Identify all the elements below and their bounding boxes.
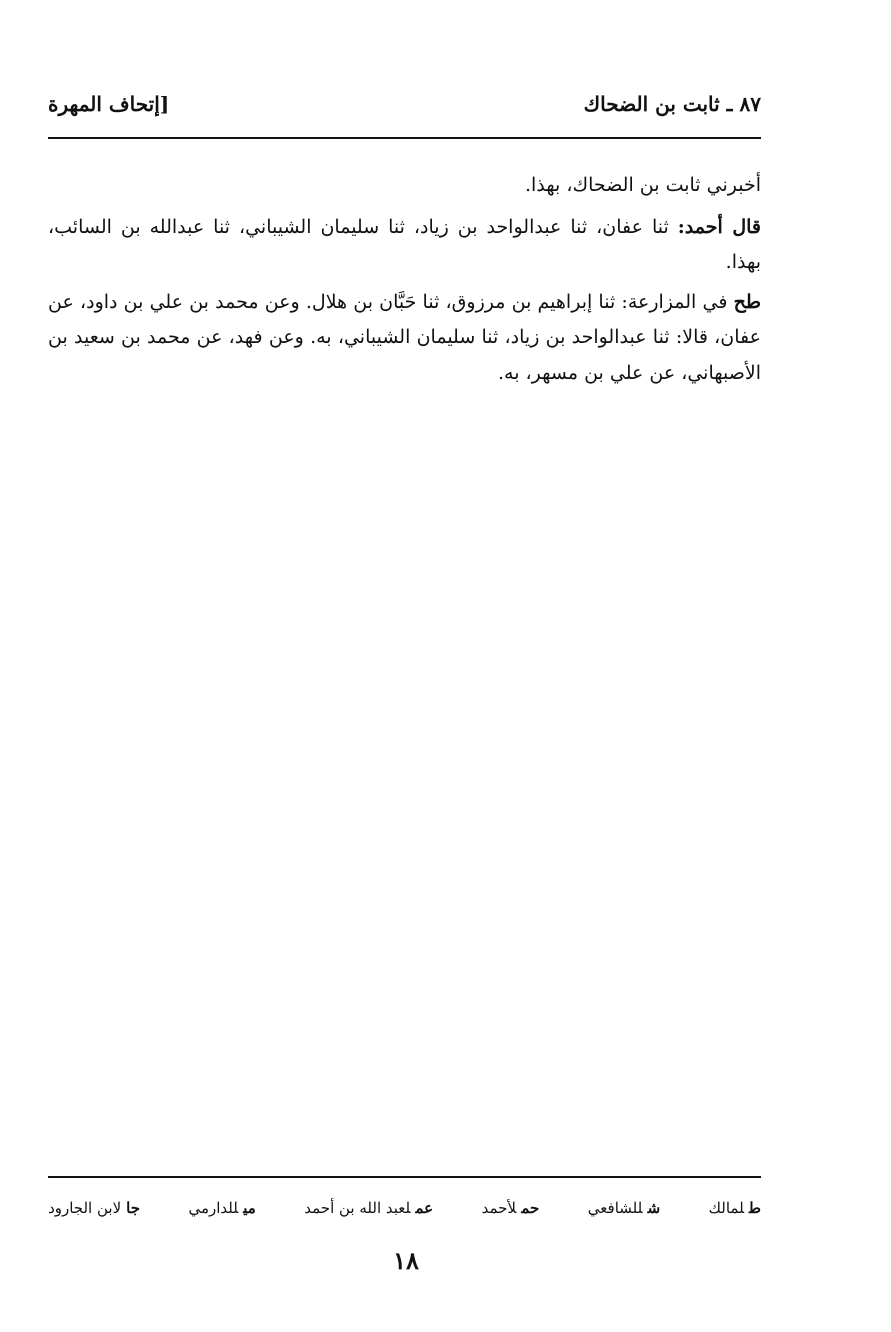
page-header xyxy=(48,86,761,122)
abbreviation-item xyxy=(482,1199,540,1217)
abbreviation-legend xyxy=(48,1193,761,1223)
paragraph-1-text: أخبرني ثابت بن الضحاك، بهذا. xyxy=(524,174,761,196)
paragraph-2 xyxy=(48,210,761,281)
paragraph-2-lead: قال أحمد: xyxy=(677,215,761,238)
book-title: [إتحاف المهرة xyxy=(48,92,170,116)
abbreviation-code: ط xyxy=(749,1199,761,1217)
abbreviation-item xyxy=(188,1199,255,1217)
abbreviation-item xyxy=(588,1199,660,1217)
paragraph-2-text: ثنا عفان، ثنا عبدالواحد بن زياد، ثنا سليمان الشيباني، ثنا عبدالله بن السائب، بهذا. xyxy=(48,215,761,273)
paragraph-3 xyxy=(48,285,761,392)
body-text xyxy=(48,168,761,395)
abbreviation-code: مي xyxy=(243,1199,256,1217)
abbreviation-code: جا xyxy=(126,1199,140,1217)
abbreviation-item xyxy=(709,1199,761,1217)
page-number: ١٨ xyxy=(393,1246,419,1275)
abbreviation-desc: لأحمد xyxy=(481,1199,517,1217)
abbreviation-desc: لعبد الله بن أحمد xyxy=(304,1199,411,1217)
abbreviation-desc: لابن الجارود xyxy=(48,1199,122,1217)
abbreviation-desc: للدارمي xyxy=(188,1199,239,1217)
abbreviation-item xyxy=(48,1199,140,1217)
abbreviation-code: حم xyxy=(521,1199,540,1217)
footer-rule xyxy=(48,1176,761,1178)
abbreviation-desc: للشافعي xyxy=(587,1199,643,1217)
paragraph-3-lead: طح xyxy=(733,290,761,313)
abbreviation-code: عم xyxy=(415,1199,434,1217)
header-rule xyxy=(48,137,761,139)
abbreviation-item xyxy=(304,1199,433,1217)
paragraph-1 xyxy=(48,168,761,204)
entry-title: ٨٧ ـ ثابت بن الضحاك xyxy=(583,92,761,116)
paragraph-3-text: في المزارعة: ثنا إبراهيم بن مرزوق، ثنا حَبَّان بن هلال. وعن محمد بن علي بن داود، عن عفان، قالا: ثنا عبدالواحد بن زياد، ثنا سليمان الشيباني، به. وعن فهد، عن محمد بن سعيد بن الأصبهاني، عن علي بن مسهر، به. xyxy=(48,290,761,384)
abbreviation-desc: لمالك xyxy=(708,1199,745,1217)
abbreviation-code: ش xyxy=(647,1199,661,1217)
